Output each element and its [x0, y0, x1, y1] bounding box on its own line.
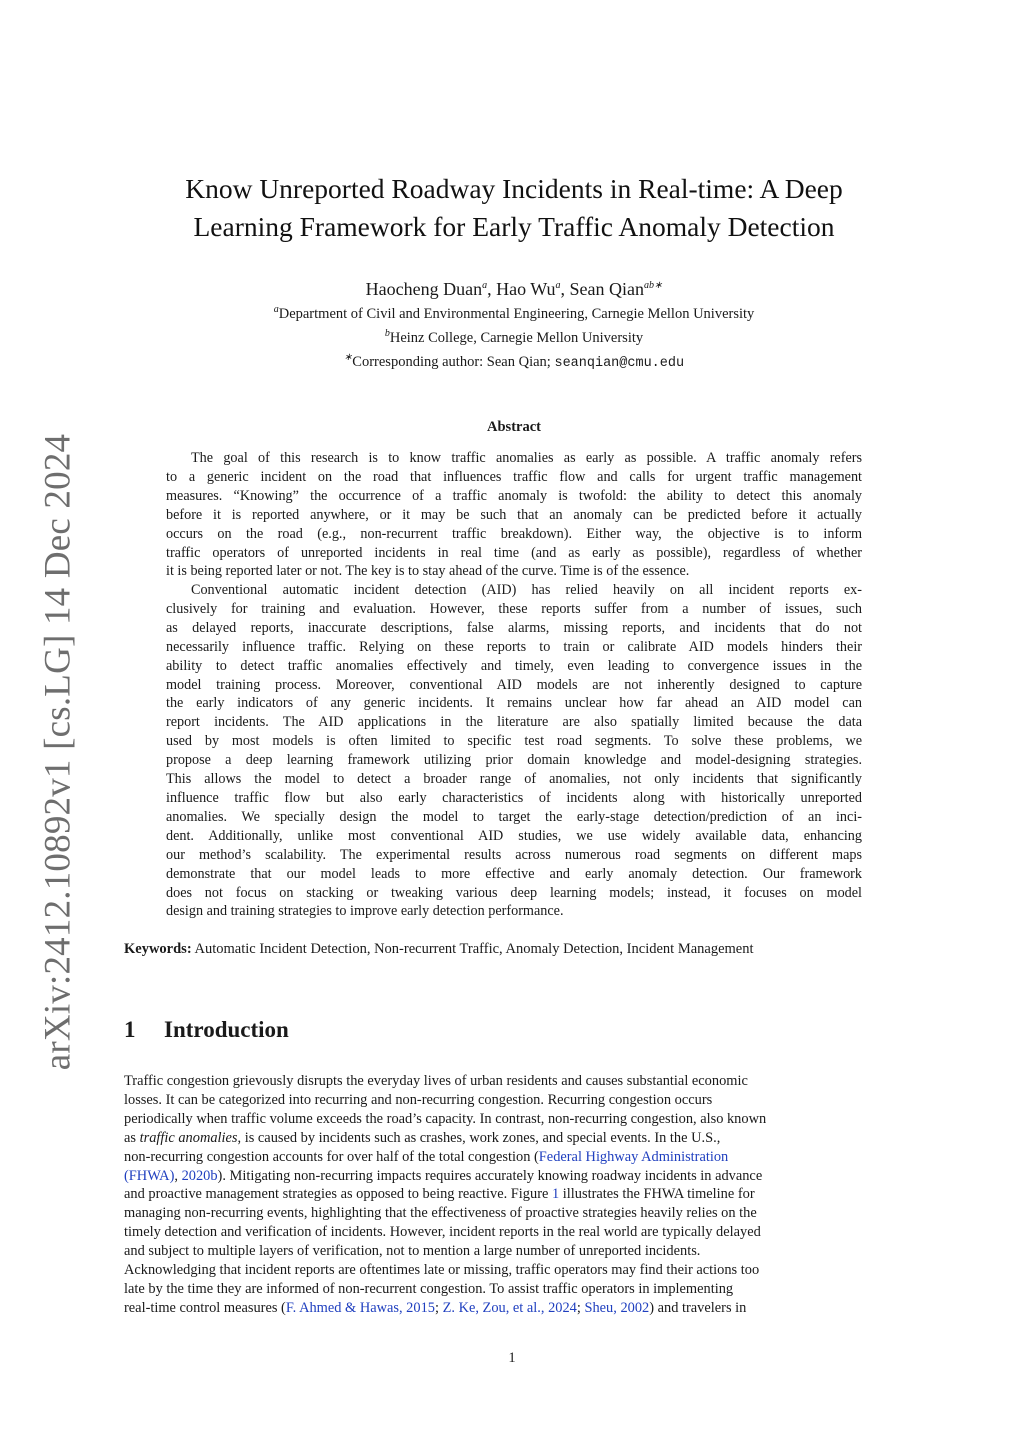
abstract-paragraph-2	[166, 581, 862, 921]
page-number: 1	[508, 1350, 516, 1366]
abstract-line: measures. “Knowing” the occurrence of a traffic anomaly is twofold: the ability to detect this anomaly	[166, 487, 862, 504]
figure-reference-link[interactable]: 1	[551, 1186, 560, 1203]
title-line-1: Know Unreported Roadway Incidents in Real-time: A Deep	[185, 173, 843, 204]
citation-link[interactable]: 2020b	[181, 1167, 218, 1184]
abstract-line: anomalies. We specially design the model to target the early-stage detection/prediction of an inci-	[166, 808, 862, 825]
abstract-line: to a generic incident on the road that influences traffic flow and calls for urgent traffic management	[166, 468, 862, 485]
abstract-line: The goal of this research is to know traffic anomalies as early as possible. A traffic anomaly refers	[191, 450, 862, 466]
keywords-text: Automatic Incident Detection, Non-recurrent Traffic, Anomaly Detection, Incident Management	[191, 941, 754, 957]
abstract-heading: Abstract	[487, 419, 541, 435]
citation-link[interactable]: Z. Ke, Zou, et al., 2024	[442, 1299, 577, 1316]
citation-link[interactable]: (FHWA)	[124, 1167, 175, 1184]
abstract-paragraph-1	[166, 449, 862, 581]
abstract-line: clusively for training and evaluation. However, these reports suffer from a number of issues, such	[166, 600, 862, 617]
abstract-line: before it is reported anywhere, or it may be such that an anomaly can be predicted before it actually	[166, 506, 862, 523]
abstract-line: design and training strategies to improve early detection performance.	[166, 903, 564, 920]
abstract-line: model training process. Moreover, conventional AID models are not inherently designed to capture	[166, 676, 862, 693]
section-number: 1	[124, 1017, 136, 1042]
abstract-line: propose a deep learning framework utilizing prior domain knowledge and model-designing strategies.	[166, 752, 862, 769]
abstract-line: the early indicators of any generic incidents. It remains unclear how far ahead an AID model can	[166, 695, 862, 712]
keywords-label: Keywords:	[124, 941, 192, 957]
author-name: Haocheng Duan	[365, 279, 483, 299]
affiliation-2: $^b$Heinz College, Carnegie Mellon University	[384, 328, 644, 346]
citation-link[interactable]: F. Ahmed & Hawas, 2015	[285, 1299, 435, 1316]
abstract-line: used by most models is often limited to specific test road segments. To solve these problems, we	[166, 733, 862, 750]
abstract-line: Conventional automatic incident detection (AID) has relied heavily on all incident reports ex-	[191, 582, 862, 598]
keywords	[124, 941, 894, 958]
abstract-line: it is being reported later or not. The key is to stay ahead of the curve. Time is of the essence.	[166, 563, 690, 580]
corresponding-author: ∗Corresponding author: Sean Qian; seanqian@cmu.edu	[343, 352, 685, 371]
citation-link[interactable]: Sheu, 2002	[584, 1299, 650, 1316]
title-line-2: Learning Framework for Early Traffic Anomaly Detection	[193, 211, 835, 242]
author-list: Haocheng Duan$^a$, Hao Wu$^a$, Sean Qian$^{ab∗}$	[365, 279, 663, 299]
citation-link[interactable]: Federal Highway Administration	[538, 1148, 729, 1165]
author-name: Sean Qian	[569, 279, 644, 299]
abstract-line: This allows the model to detect a broader range of anomalies, not only incidents that significantly	[166, 771, 862, 788]
abstract-line: dent. Additionally, unlike most conventional AID studies, we use widely available data, enhancing	[166, 827, 862, 844]
section-title: Introduction	[164, 1017, 289, 1042]
author-name: Hao Wu	[496, 279, 556, 299]
section-heading	[124, 1017, 289, 1043]
abstract-line: traffic operators of unreported incidents in real time (and as early as possible), regardless of whether	[166, 544, 862, 561]
abstract-line: does not focus on stacking or tweaking various deep learning models; instead, it focuses on model	[166, 884, 862, 901]
paper-title	[124, 170, 904, 246]
emphasis-traffic-anomalies: traffic anomalies	[139, 1129, 238, 1146]
abstract-line: as delayed reports, inaccurate descriptions, false alarms, missing reports, and incidents that do not	[166, 619, 862, 636]
abstract-line: occurs on the road (e.g., non-recurrent traffic breakdown). Either way, the objective is to inform	[166, 525, 862, 542]
abstract-line: our method’s scalability. The experimental results across numerous road segments on different maps	[166, 846, 862, 863]
author-sup: a	[482, 280, 488, 291]
email-link[interactable]: seanqian@cmu.edu	[554, 356, 685, 371]
author-sup: a	[555, 280, 561, 291]
affiliation-1: $^a$Department of Civil and Environmental Engineering, Carnegie Mellon University	[273, 304, 755, 322]
arxiv-stamp: arXiv:2412.10892v1 [cs.LG] 14 Dec 2024	[37, 433, 79, 1071]
abstract-line: demonstrate that our model leads to more effective and early anomaly detection. Our framework	[166, 865, 862, 882]
introduction-paragraph: Traffic congestion grievously disrupts the everyday lives of urban residents and causes substantial economic losses. It can be categorized into recurring and non-recurring congestion. Recurring congestion occurs periodically when traffic volume exceeds the road’s capacity. In contrast, non-recurring congestion, also known as traffic anomalies, is caused by incidents such as crashes, work zones, and special events. In the U.S., non-recurring congestion accounts for over half of the total congestion (Federal Highway Administration (FHWA), 2020b). Mitigating non-recurring impacts requires accurately knowing roadway incidents in advance and proactive management strategies as opposed to being reactive. Figure 1 illustrates the FHWA timeline for managing non-recurring events, highlighting that the effectiveness of proactive strategies heavily relies on the timely detection and verification of incidents. However, incident reports in the real world are typically delayed and subject to multiple layers of verification, not to mention a large number of unreported incidents. Acknowledging that incident reports are oftentimes late or missing, traffic operators may find their actions too late by the time they are informed of non-recurrent congestion. To assist traffic operators in implementing real-time control measures (F. Ahmed & Hawas, 2015; Z. Ke, Zou, et al., 2024; Sheu, 2002) and travelers in	[124, 1073, 767, 1316]
abstract-line: ability to detect traffic anomalies effectively and timely, even leading to convergence issues in the	[166, 657, 862, 674]
abstract-line: influence traffic flow but also early characteristics of incidents along with historically unreported	[166, 789, 862, 806]
abstract-line: report incidents. The AID applications in the literature are also spatially limited because the data	[166, 714, 862, 731]
author-sup: ab∗	[644, 280, 663, 291]
abstract-line: necessarily influence traffic. Relying on these reports to train or calibrate AID models hinders their	[166, 638, 862, 655]
